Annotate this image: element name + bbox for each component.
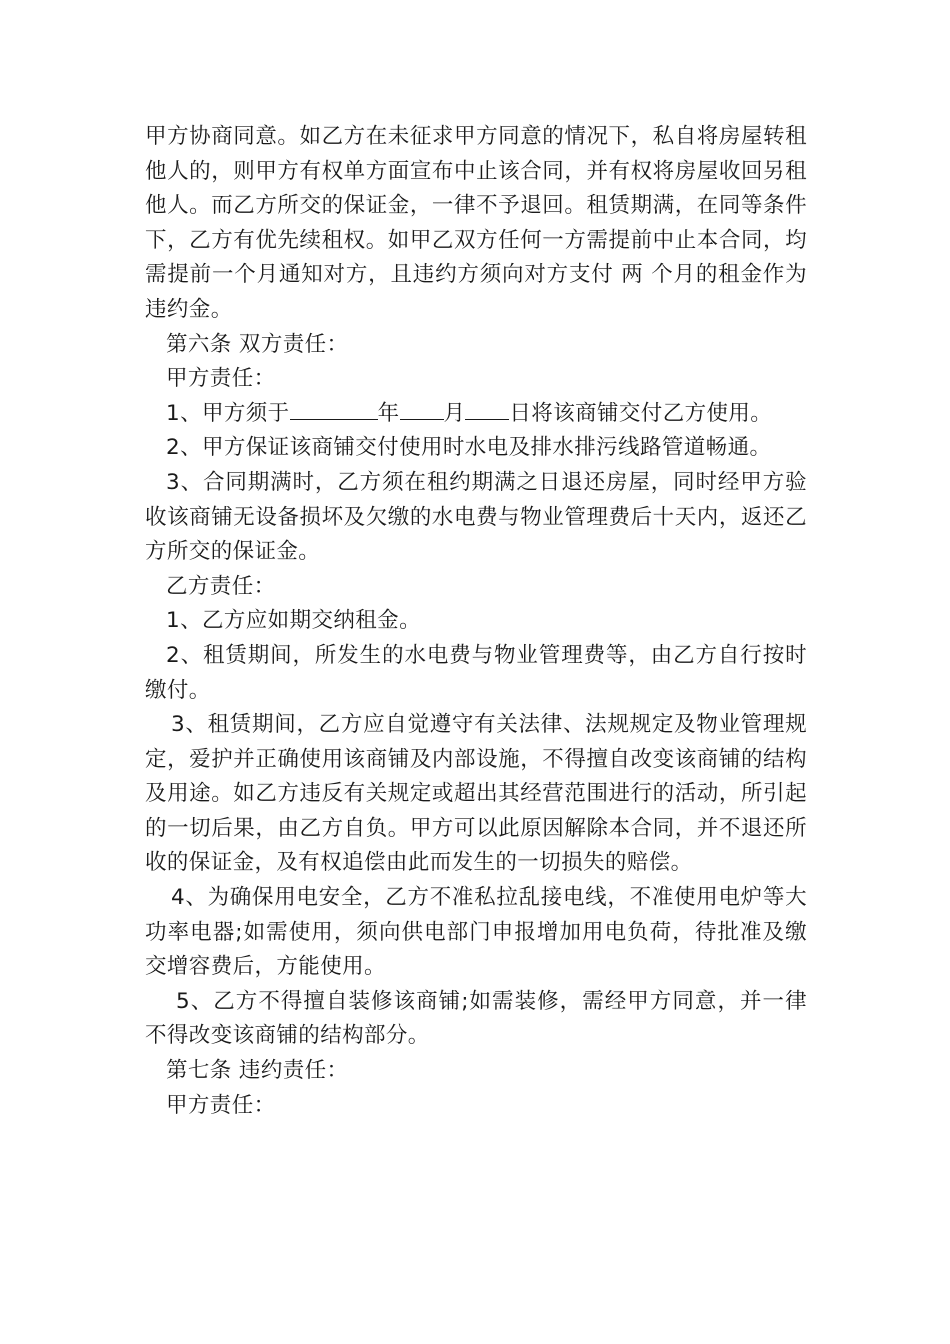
article-six-heading: 第六条 双方责任： [166, 331, 349, 357]
party-b-duty-2: 2、租赁期间，所发生的水电费与物业管理费等，由乙方自行按时缴付。 [145, 642, 807, 703]
party-a-liability-heading: 甲方责任： [166, 1092, 276, 1118]
duty-1-suffix: 日将该商铺交付乙方使用。 [509, 400, 773, 426]
day-blank [465, 397, 509, 420]
party-b-duties-heading: 乙方责任： [166, 573, 276, 599]
duty-1-prefix: 1、甲方须于 [166, 400, 290, 426]
year-label: 年 [377, 400, 400, 426]
party-a-duty-2: 2、甲方保证该商铺交付使用时水电及排水排污线路管道畅通。 [166, 435, 772, 461]
party-b-duty-5: 5、乙方不得擅自装修该商铺;如需装修，需经甲方同意，并一律不得改变该商铺的结构部分。 [145, 988, 807, 1049]
article-seven-heading: 第七条 违约责任： [166, 1058, 349, 1084]
party-a-duty-3: 3、合同期满时，乙方须在租约期满之日退还房屋，同时经甲方验收该商铺无设备损坏及欠缴的水电费与物业管理费后十天内，返还乙方所交的保证金。 [145, 469, 807, 565]
year-blank [290, 397, 378, 420]
party-b-duty-3: 3、租赁期间，乙方应自觉遵守有关法律、法规规定及物业管理规定，爱护并正确使用该商铺及内部设施，不得擅自改变该商铺的结构及用途。如乙方违反有关规定或超出其经营范围进行的活动，所引起的一切后果，由乙方自负。甲方可以此原因解除本合同，并不退还所收的保证金，及有权追偿由此而发生的一切损失的赔偿。 [145, 712, 807, 876]
month-blank [400, 397, 444, 420]
document-page [145, 120, 807, 1123]
party-a-duty-1 [145, 397, 807, 432]
month-label: 月 [443, 400, 466, 426]
party-a-duties-heading: 甲方责任： [166, 366, 276, 392]
party-b-duty-4: 4、为确保用电安全，乙方不准私拉乱接电线，不准使用电炉等大功率电器;如需使用，须向供电部门申报增加用电负荷，待批准及缴交增容费后，方能使用。 [145, 885, 807, 980]
paragraph-continuation: 甲方协商同意。如乙方在未征求甲方同意的情况下，私自将房屋转租他人的，则甲方有权单方面宣布中止该合同，并有权将房屋收回另租他人。而乙方所交的保证金，一律不予退回。租赁期满，在同等条件下，乙方有优先续租权。如甲乙双方任何一方需提前中止本合同，均需提前一个月通知对方，且违约方须向对方支付 两 个月的租金作为违约金。 [145, 124, 807, 322]
party-b-duty-1: 1、乙方应如期交纳租金。 [166, 608, 421, 634]
